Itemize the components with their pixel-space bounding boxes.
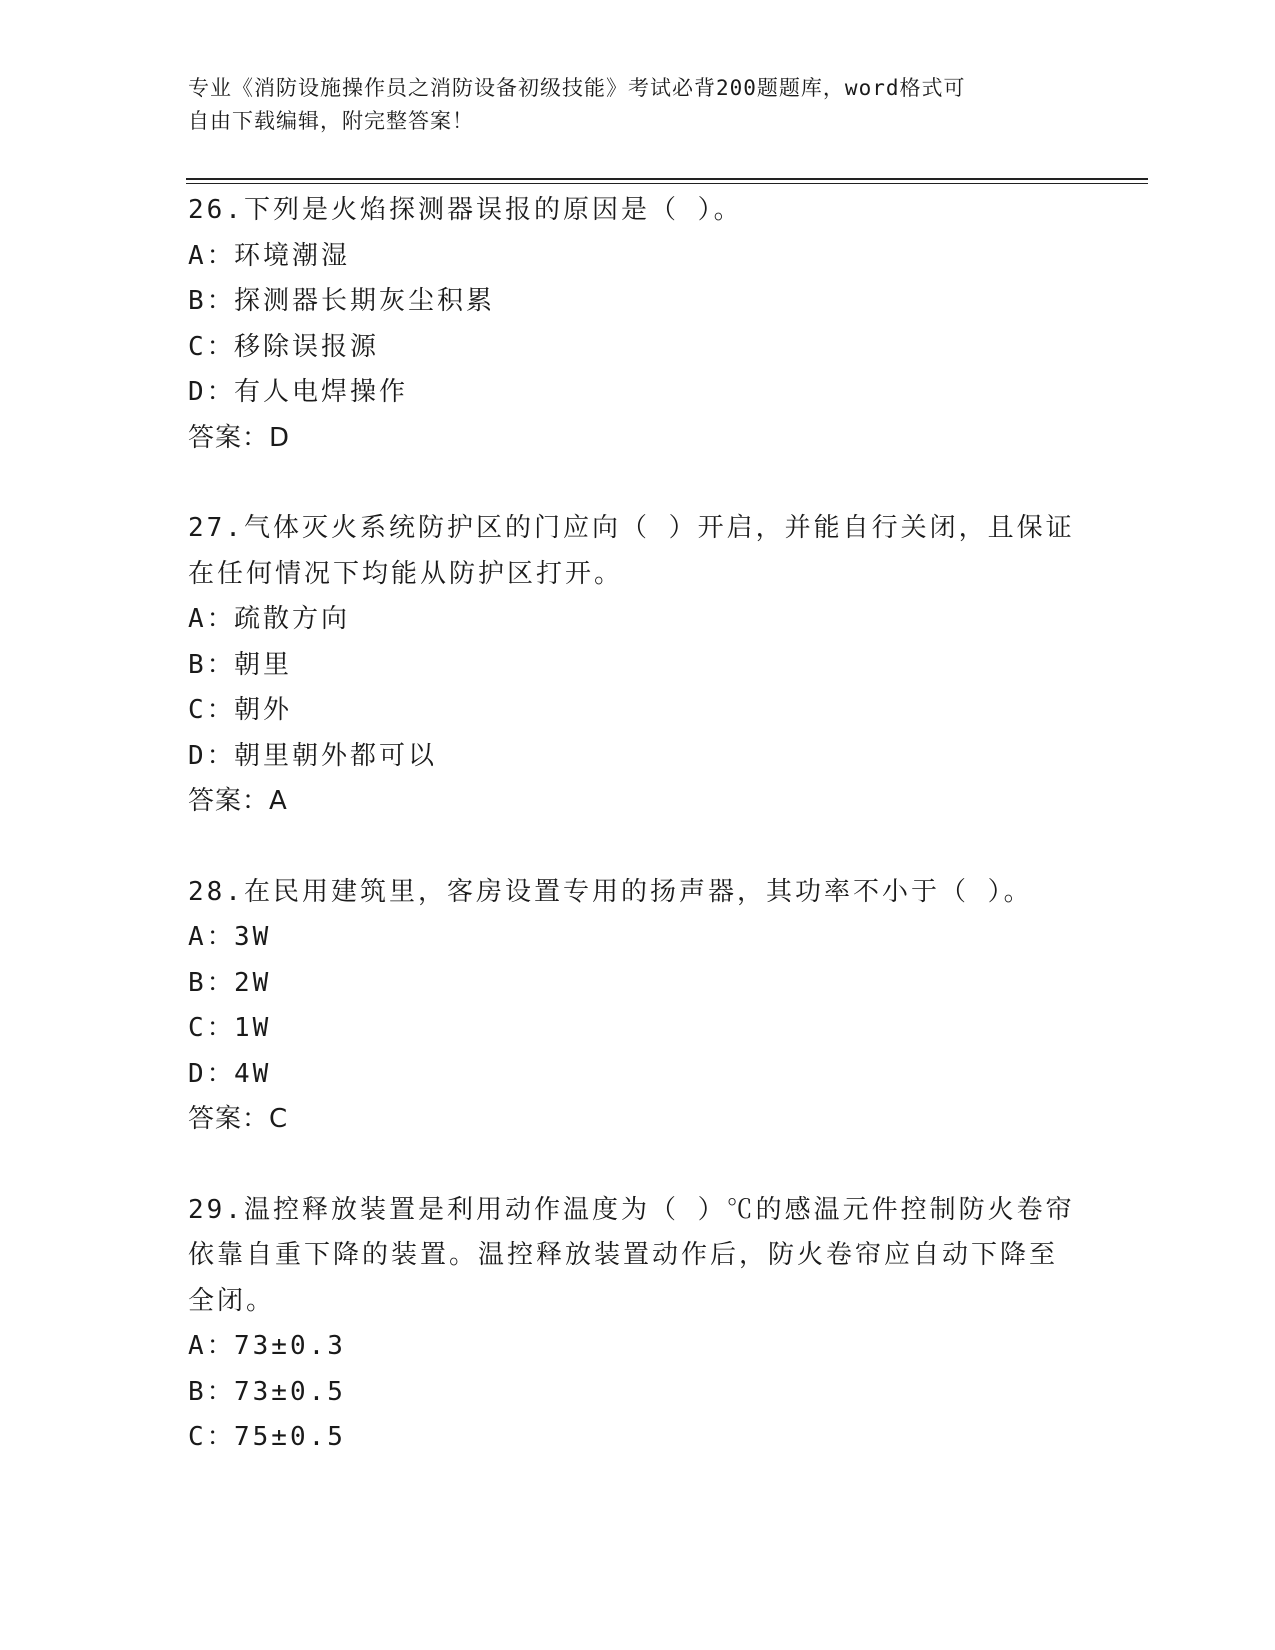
header-divider-thin — [186, 183, 1148, 184]
question-text-line: 在任何情况下均能从防护区打开。 — [188, 558, 624, 589]
option-text: 朝里朝外都可以 — [234, 740, 438, 771]
question-text-line: 依靠自重下降的装置。温控释放装置动作后，防火卷帘应自动下降至 — [188, 1240, 1059, 1270]
header-divider-thick — [186, 178, 1148, 180]
option-text: 4W — [234, 1058, 272, 1089]
question-text — [188, 1188, 1108, 1325]
option-text: 1W — [234, 1013, 272, 1043]
answer-option — [188, 1006, 1108, 1052]
answer-label: 答案：D — [188, 422, 291, 453]
option-text: 73±0.5 — [234, 1376, 346, 1407]
answer-option — [188, 688, 1108, 734]
answer-option — [188, 597, 1108, 643]
answer-option — [188, 370, 1108, 416]
option-text: 2W — [234, 967, 272, 998]
answer-option — [188, 1052, 1108, 1098]
question-text-line: 全闭。 — [188, 1285, 276, 1316]
answer-option — [188, 643, 1108, 689]
option-text: 3W — [234, 922, 272, 952]
answer-option — [188, 915, 1108, 961]
answer-option — [188, 1415, 1108, 1461]
answer-option — [188, 1370, 1108, 1416]
option-key: C： — [188, 1013, 236, 1043]
option-key: A： — [188, 604, 236, 634]
option-text: 朝外 — [234, 695, 293, 725]
option-key: A： — [188, 240, 236, 271]
question-text — [188, 188, 1108, 234]
option-text: 73±0.3 — [234, 1331, 346, 1361]
question-block — [188, 1188, 1108, 1461]
answer-option — [188, 734, 1108, 780]
option-key: C： — [188, 695, 236, 725]
option-key: A： — [188, 922, 236, 952]
option-text: 移除误报源 — [234, 331, 380, 362]
question-text-line: 26.下列是火焰探测器误报的原因是（ ）。 — [188, 195, 743, 225]
question-block — [188, 188, 1108, 461]
question-text-line: 28.在民用建筑里，客房设置专用的扬声器，其功率不小于（ ）。 — [188, 876, 1033, 907]
option-text: 有人电焊操作 — [234, 377, 409, 407]
question-block — [188, 870, 1108, 1143]
document-header — [188, 72, 1088, 138]
option-key: B： — [188, 286, 236, 316]
answer-option — [188, 1324, 1108, 1370]
option-key: B： — [188, 1376, 236, 1407]
answer-option — [188, 279, 1108, 325]
question-block — [188, 506, 1108, 825]
option-key: C： — [188, 1422, 236, 1452]
header-title-line-1: 专业《消防设施操作员之消防设备初级技能》考试必背200题题库，word格式可 — [188, 76, 966, 100]
question-text — [188, 870, 1108, 916]
option-key: B： — [188, 649, 236, 680]
answer-label: 答案：C — [188, 1104, 289, 1134]
answer-option — [188, 234, 1108, 280]
option-key: D： — [188, 740, 236, 771]
option-text: 疏散方向 — [234, 604, 351, 634]
answer-label: 答案：A — [188, 786, 288, 816]
question-text-line: 29.温控释放装置是利用动作温度为（ ）℃的感温元件控制防火卷帘 — [188, 1194, 1075, 1225]
option-text: 探测器长期灰尘积累 — [234, 286, 496, 316]
option-key: D： — [188, 1058, 236, 1089]
option-key: A： — [188, 1331, 236, 1361]
question-text-line: 27.气体灭火系统防护区的门应向（ ）开启，并能自行关闭，且保证 — [188, 513, 1075, 543]
option-key: B： — [188, 967, 236, 998]
option-text: 环境潮湿 — [234, 240, 351, 271]
header-title-line-2: 自由下载编辑，附完整答案！ — [188, 109, 474, 133]
option-text: 朝里 — [234, 649, 293, 680]
option-text: 75±0.5 — [234, 1422, 346, 1452]
answer-option — [188, 325, 1108, 371]
option-key: C： — [188, 331, 236, 362]
option-key: D： — [188, 377, 236, 407]
answer-option — [188, 961, 1108, 1007]
question-list — [188, 188, 1108, 1506]
question-text — [188, 506, 1108, 597]
